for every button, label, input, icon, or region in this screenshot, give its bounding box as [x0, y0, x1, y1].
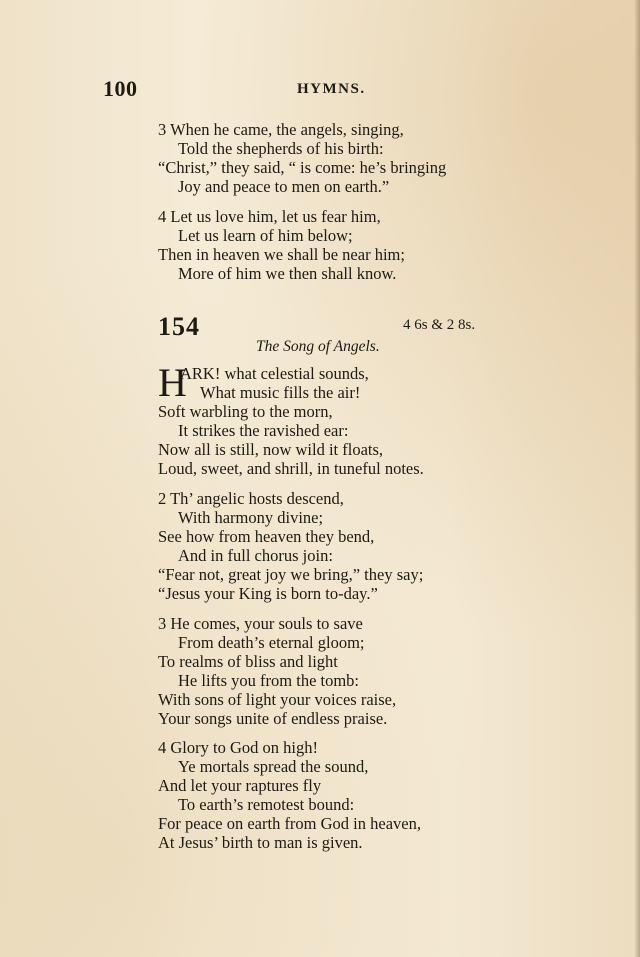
- verse-line: ARK! what celestial sounds,: [180, 364, 369, 383]
- verse-line: With sons of light your voices raise,: [158, 690, 397, 709]
- verse-line: What music fills the air!: [200, 383, 361, 402]
- verse-line: Now all is still, now wild it floats,: [158, 440, 384, 459]
- hymn-header: [158, 312, 508, 372]
- verse-line: Told the shepherds of his birth:: [178, 139, 384, 158]
- verse-line: 3 He comes, your souls to save: [158, 614, 363, 633]
- section-title: HYMNS.: [297, 81, 366, 97]
- verse-line: And in full chorus join:: [178, 546, 333, 565]
- running-head: [0, 76, 640, 102]
- page-number: 100: [103, 76, 138, 101]
- verse-line: Your songs unite of endless praise.: [158, 709, 388, 728]
- verse-line: Joy and peace to men on earth.”: [178, 177, 390, 196]
- verse-line: Loud, sweet, and shrill, in tuneful notes.: [158, 459, 424, 478]
- drop-cap: H: [158, 360, 187, 405]
- verse-line: “Fear not, great joy we bring,” they say;: [158, 565, 424, 584]
- carryover-stanza-4: [158, 207, 405, 283]
- verse-line: “Christ,” they said, “ is come: he’s bringing: [158, 158, 447, 177]
- verse-line: 2 Th’ angelic hosts descend,: [158, 489, 344, 508]
- verse-line: Soft warbling to the morn,: [158, 402, 333, 421]
- hymn-stanza-4: [158, 738, 421, 852]
- verse-line: Ye mortals spread the sound,: [178, 757, 369, 776]
- verse-line: He lifts you from the tomb:: [178, 671, 360, 690]
- verse-line: More of him we then shall know.: [178, 264, 397, 283]
- verse-line: Let us learn of him below;: [178, 226, 353, 245]
- page-edge-shadow: [634, 0, 640, 957]
- verse-line: 3 When he came, the angels, singing,: [158, 120, 404, 139]
- carryover-stanza-3: [158, 120, 446, 196]
- verse-line: From death’s eternal gloom;: [178, 633, 365, 652]
- hymn-meter: 4 6s & 2 8s.: [403, 317, 476, 333]
- verse-line: With harmony divine;: [178, 508, 324, 527]
- verse-line: To earth’s remotest bound:: [178, 795, 355, 814]
- verse-line: 4 Glory to God on high!: [158, 738, 318, 757]
- verse-line: See how from heaven they bend,: [158, 527, 375, 546]
- hymn-title: The Song of Angels.: [256, 338, 380, 355]
- hymn-stanza-2: [158, 489, 423, 603]
- hymn-number: 154: [158, 312, 200, 341]
- verse-line: For peace on earth from God in heaven,: [158, 814, 421, 833]
- verse-line: Then in heaven we shall be near him;: [158, 245, 405, 264]
- verse-line: It strikes the ravished ear:: [178, 421, 349, 440]
- verse-line: To realms of bliss and light: [158, 652, 338, 671]
- verse-line: And let your raptures fly: [158, 776, 322, 795]
- hymn-stanza-3: [158, 614, 396, 728]
- hymn-stanza-1: [158, 360, 424, 478]
- verse-line: 4 Let us love him, let us fear him,: [158, 207, 381, 226]
- verse-line: At Jesus’ birth to man is given.: [158, 833, 363, 852]
- verse-line: “Jesus your King is born to-day.”: [158, 584, 378, 603]
